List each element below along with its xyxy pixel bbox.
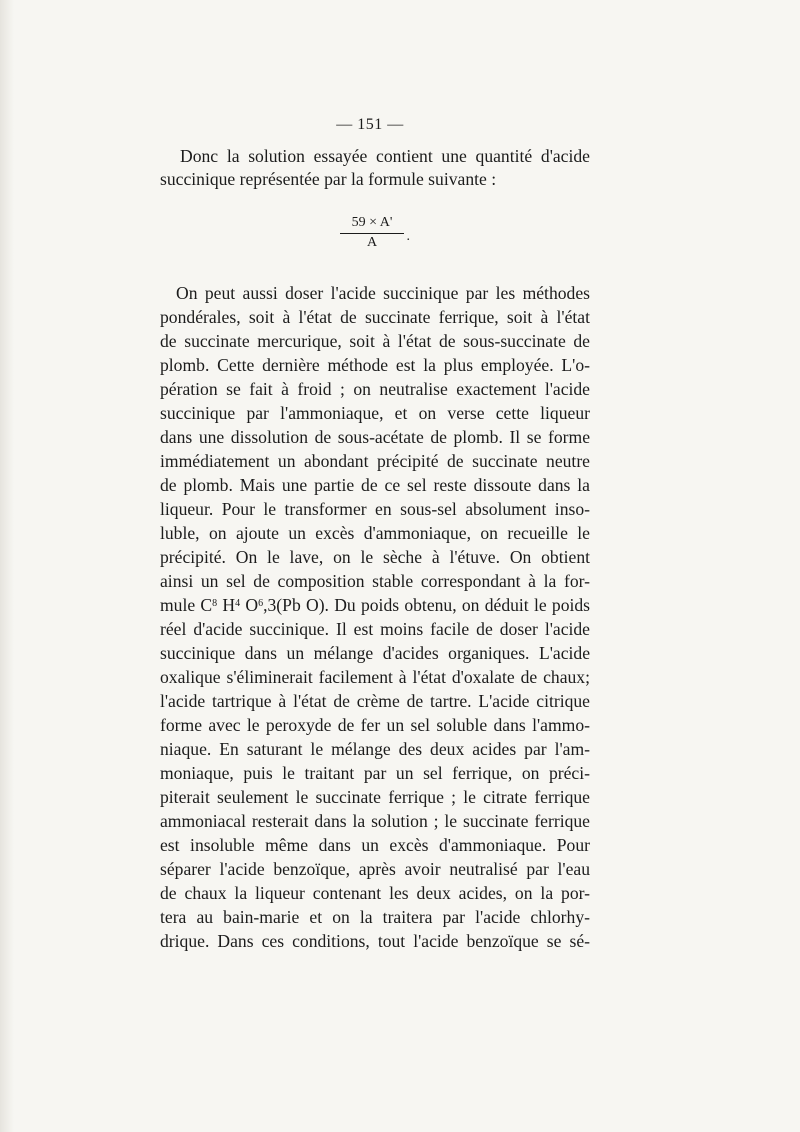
text-line: On peut aussi doser l'acide succinique par les méthodes — [176, 283, 590, 303]
text-line: l'acide tartrique à l'état de crème de tartre. L'acide citrique — [160, 691, 590, 711]
formula-numerator: 59 × A' — [340, 214, 404, 234]
text-line: succinique par l'ammoniaque, et on verse cette liqueur — [160, 403, 590, 423]
subscript: 6 — [258, 598, 264, 609]
text-line: précipité. On le lave, on le sèche à l'étuve. On obtient — [160, 547, 590, 567]
text-segment: H — [217, 595, 236, 615]
text-line: plomb. Cette dernière méthode est la plus employée. L'o- — [160, 355, 590, 375]
page-number: — 151 — — [336, 116, 404, 133]
text-line: niaque. En saturant le mélange des deux acides par l'am- — [160, 739, 590, 759]
formula — [340, 214, 410, 252]
subscript: 4 — [235, 598, 241, 609]
text-line: pération se fait à froid ; on neutralise exactement l'acide — [160, 379, 590, 399]
formula-text-line — [160, 595, 590, 621]
text-line: immédiatement un abondant précipité de succinate neutre — [160, 451, 590, 471]
text-line: Donc la solution essayée contient une quantité d'acide — [180, 146, 590, 166]
text-line: forme avec le peroxyde de fer un sel soluble dans l'ammo- — [160, 715, 590, 735]
text-line: de chaux la liqueur contenant les deux acides, on la por- — [160, 883, 590, 903]
text-line: liqueur. Pour le transformer en sous-sel absolument inso- — [160, 499, 590, 519]
text-segment: mule C — [160, 595, 213, 615]
text-line: moniaque, puis le traitant par un sel ferrique, on préci- — [160, 763, 590, 783]
text-segment: ,3(Pb O). Du poids obtenu, on déduit le poids — [263, 595, 591, 615]
text-line: succinique dans un mélange d'acides organiques. L'acide — [160, 643, 590, 663]
text-line: réel d'acide succinique. Il est moins facile de doser l'acide — [160, 619, 590, 639]
text-line: ammoniacal resterait dans la solution ; le succinate ferrique — [160, 811, 590, 831]
formula-denominator: A — [366, 235, 378, 250]
text-line: drique. Dans ces conditions, tout l'acide benzoïque se sé- — [160, 931, 590, 951]
text-line: piterait seulement le succinate ferrique ; le citrate ferrique — [160, 787, 590, 807]
text-line: dans une dissolution de sous-acétate de plomb. Il se forme — [160, 427, 590, 447]
text-line: de succinate mercurique, soit à l'état de sous-succinate de — [160, 331, 590, 351]
text-line: séparer l'acide benzoïque, après avoir neutralisé par l'eau — [160, 859, 590, 879]
text-line: pondérales, soit à l'état de succinate ferrique, soit à l'état — [160, 307, 590, 327]
text-line: de plomb. Mais une partie de ce sel reste dissoute dans la — [160, 475, 590, 495]
text-line: ainsi un sel de composition stable correspondant à la for- — [160, 571, 590, 591]
formula-period: . — [406, 229, 410, 244]
text-line: est insoluble même dans un excès d'ammoniaque. Pour — [160, 835, 590, 855]
text-line: oxalique s'éliminerait facilement à l'état d'oxalate de chaux; — [160, 667, 590, 687]
text-line: luble, on ajoute un excès d'ammoniaque, on recueille le — [160, 523, 590, 543]
text-line: tera au bain-marie et on la traitera par l'acide chlorhy- — [160, 907, 590, 927]
text-line: succinique représentée par la formule suivante : — [160, 169, 497, 189]
text-segment: O — [240, 595, 259, 615]
subscript: 8 — [212, 598, 218, 609]
